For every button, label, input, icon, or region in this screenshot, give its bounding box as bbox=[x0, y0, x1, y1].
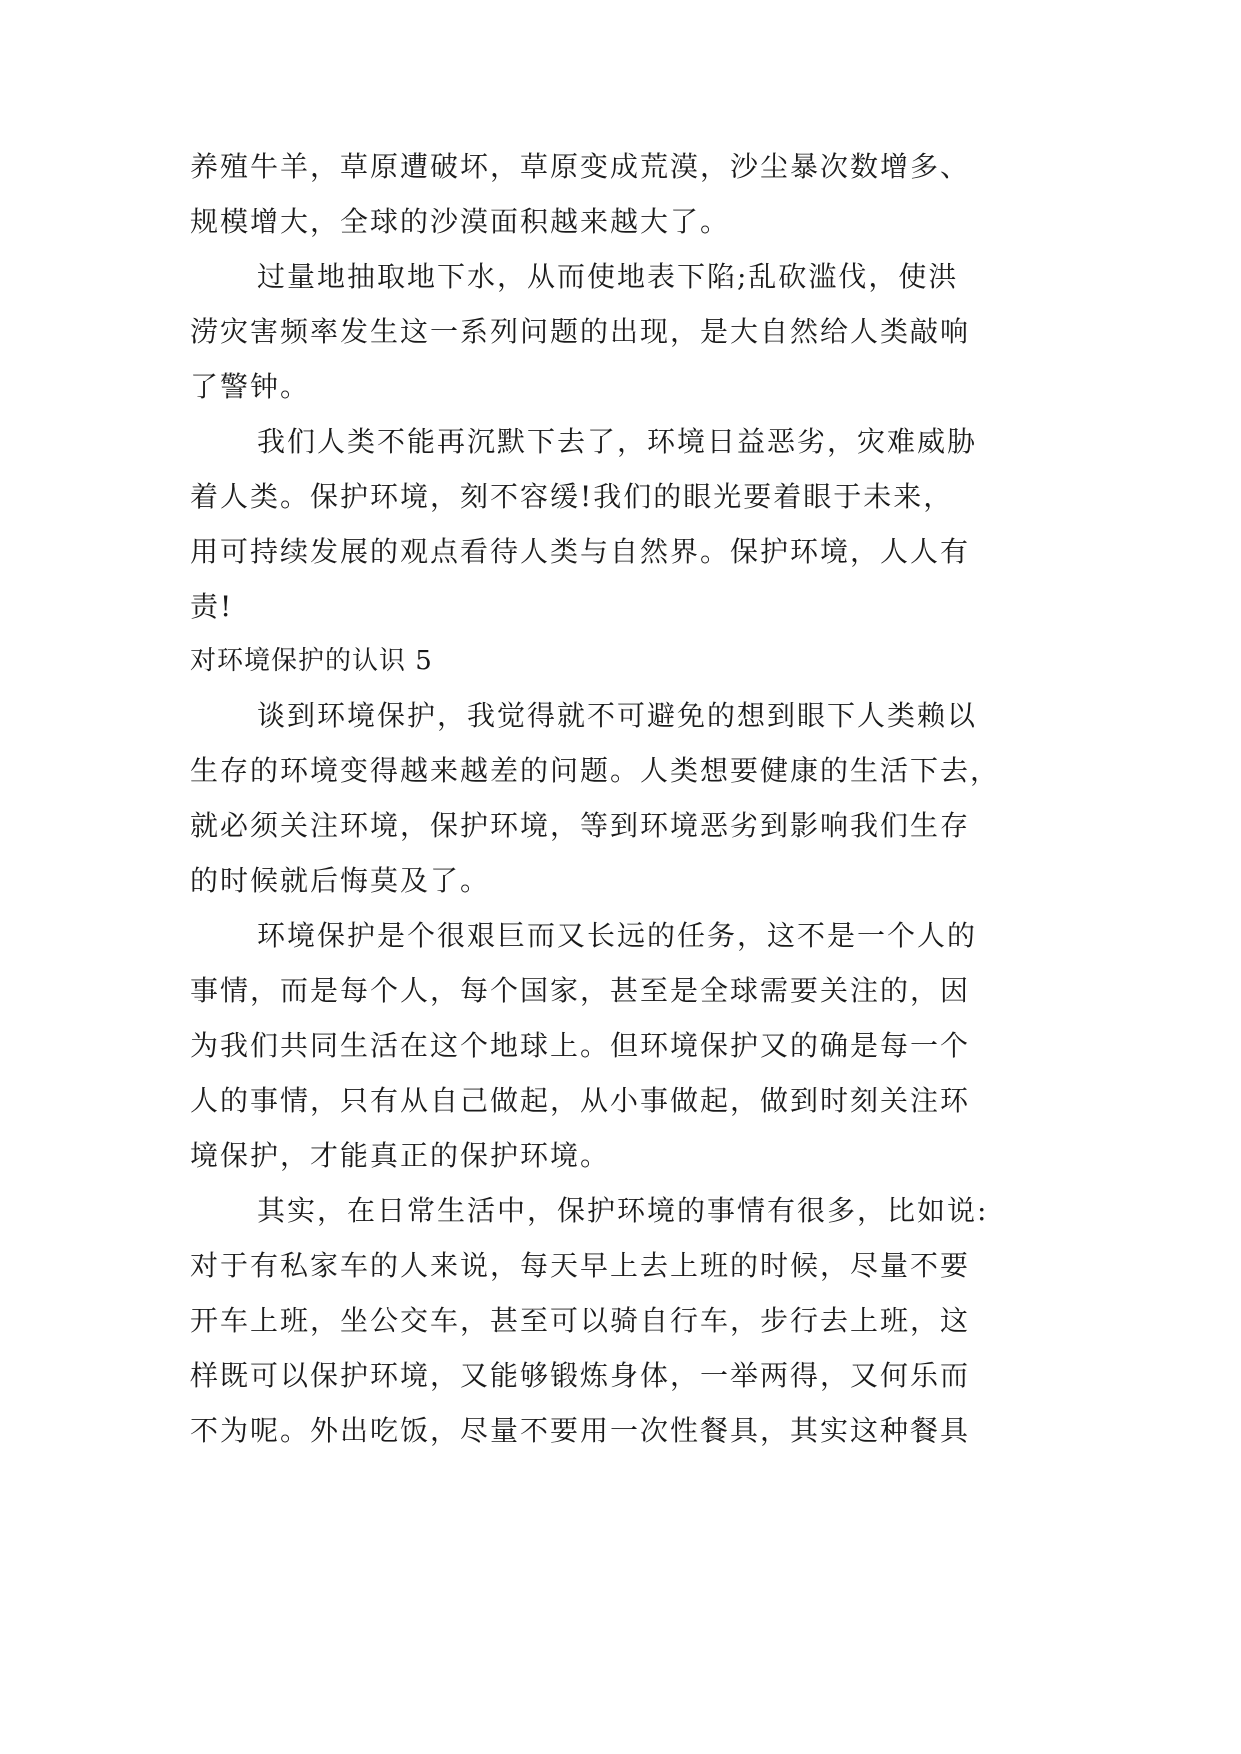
section-heading: 对环境保护的认识 5 bbox=[190, 646, 433, 676]
paragraph-1-line-2: 规模增大，全球的沙漠面积越来越大了。 bbox=[190, 205, 731, 238]
paragraph-2-line-1: 过量地抽取地下水，从而使地表下陷;乱砍滥伐，使洪 bbox=[257, 260, 959, 293]
section-paragraph-2-line-2: 事情，而是每个人，每个国家，甚至是全球需要关注的，因 bbox=[190, 974, 971, 1007]
paragraph-3-line-2: 着人类。保护环境，刻不容缓!我们的眼光要着眼于未来， bbox=[190, 480, 954, 513]
section-paragraph-2-line-3: 为我们共同生活在这个地球上。但环境保护又的确是每一个 bbox=[190, 1029, 971, 1062]
section-paragraph-2-line-4: 人的事情，只有从自己做起，从小事做起，做到时刻关注环 bbox=[190, 1084, 971, 1117]
section-paragraph-3-line-3: 开车上班，坐公交车，甚至可以骑自行车，步行去上班，这 bbox=[190, 1304, 971, 1337]
section-paragraph-1-line-1: 谈到环境保护，我觉得就不可避免的想到眼下人类赖以 bbox=[257, 699, 978, 732]
section-paragraph-3-line-2: 对于有私家车的人来说，每天早上去上班的时候，尽量不要 bbox=[190, 1249, 971, 1282]
paragraph-3-line-3: 用可持续发展的观点看待人类与自然界。保护环境，人人有 bbox=[190, 535, 971, 568]
paragraph-2-line-3: 了警钟。 bbox=[190, 370, 311, 403]
section-paragraph-3-line-1: 其实，在日常生活中，保护环境的事情有很多，比如说: bbox=[257, 1194, 989, 1227]
paragraph-1-line-1: 养殖牛羊，草原遭破坏，草原变成荒漠，沙尘暴次数增多、 bbox=[190, 150, 971, 183]
section-paragraph-2-line-1: 环境保护是个很艰巨而又长远的任务，这不是一个人的 bbox=[257, 919, 978, 952]
section-paragraph-1-line-2: 生存的环境变得越来越差的问题。人类想要健康的生活下去， bbox=[190, 754, 1001, 787]
section-paragraph-3-line-5: 不为呢。外出吃饭，尽量不要用一次性餐具，其实这种餐具 bbox=[190, 1414, 971, 1447]
section-paragraph-2-line-5: 境保护，才能真正的保护环境。 bbox=[190, 1139, 611, 1172]
section-paragraph-1-line-4: 的时候就后悔莫及了。 bbox=[190, 864, 491, 897]
paragraph-3-line-4: 责! bbox=[190, 590, 234, 623]
paragraph-3-line-1: 我们人类不能再沉默下去了，环境日益恶劣，灾难威胁 bbox=[257, 425, 978, 458]
paragraph-2-line-2: 涝灾害频率发生这一系列问题的出现，是大自然给人类敲响 bbox=[190, 315, 971, 348]
section-paragraph-1-line-3: 就必须关注环境，保护环境，等到环境恶劣到影响我们生存 bbox=[190, 809, 971, 842]
section-paragraph-3-line-4: 样既可以保护环境，又能够锻炼身体，一举两得，又何乐而 bbox=[190, 1359, 971, 1392]
